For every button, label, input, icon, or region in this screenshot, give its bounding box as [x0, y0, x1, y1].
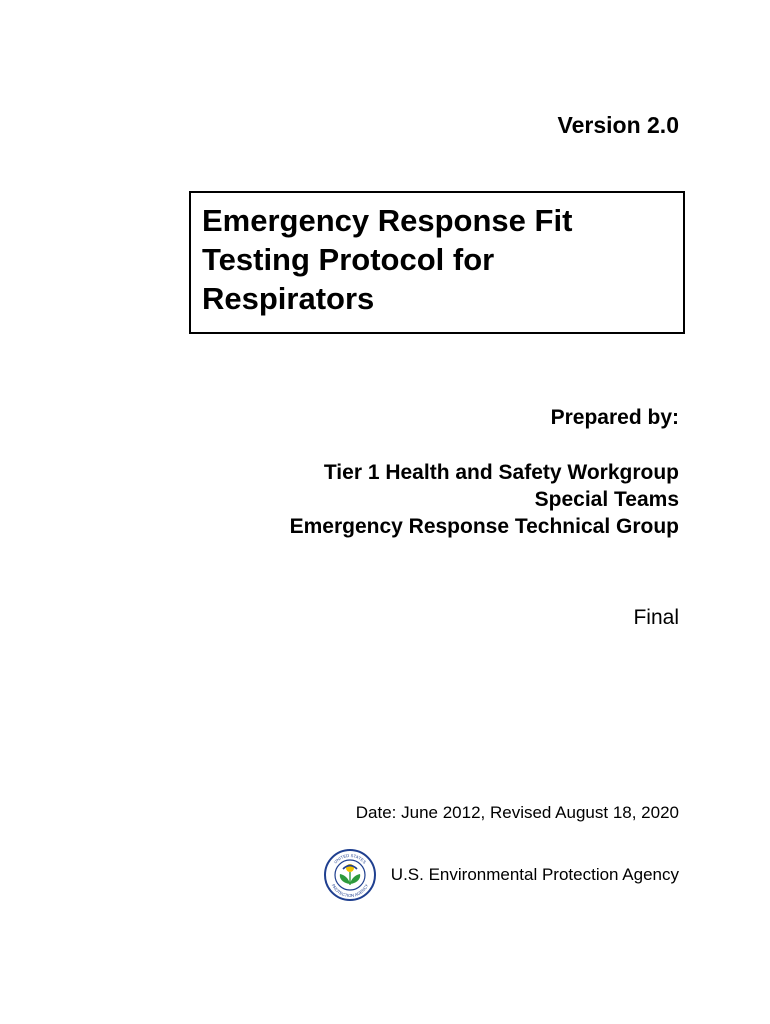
prepared-by-label: Prepared by: — [550, 406, 679, 429]
organization-line-1: Tier 1 Health and Safety Workgroup — [323, 461, 679, 484]
organization-line-3: Emergency Response Technical Group — [289, 515, 679, 538]
seal-text-top: UNITED STATES — [332, 852, 367, 865]
seal-text-bottom: PROTECTION AGENCY — [330, 883, 370, 899]
document-status: Final — [633, 606, 679, 629]
title-line-1: Emergency Response Fit — [202, 203, 573, 238]
version-label: Version 2.0 — [557, 112, 679, 138]
agency-name: U.S. Environmental Protection Agency — [390, 865, 679, 884]
title-line-2: Testing Protocol for — [202, 242, 495, 277]
organization-line-2: Special Teams — [534, 488, 679, 511]
agency-row — [323, 848, 679, 902]
title-box — [189, 191, 685, 334]
epa-seal-icon — [323, 848, 377, 902]
title-line-3: Respirators — [202, 281, 375, 316]
document-date: Date: June 2012, Revised August 18, 2020 — [355, 803, 679, 822]
organization-list — [290, 459, 679, 540]
document-title — [202, 201, 572, 318]
